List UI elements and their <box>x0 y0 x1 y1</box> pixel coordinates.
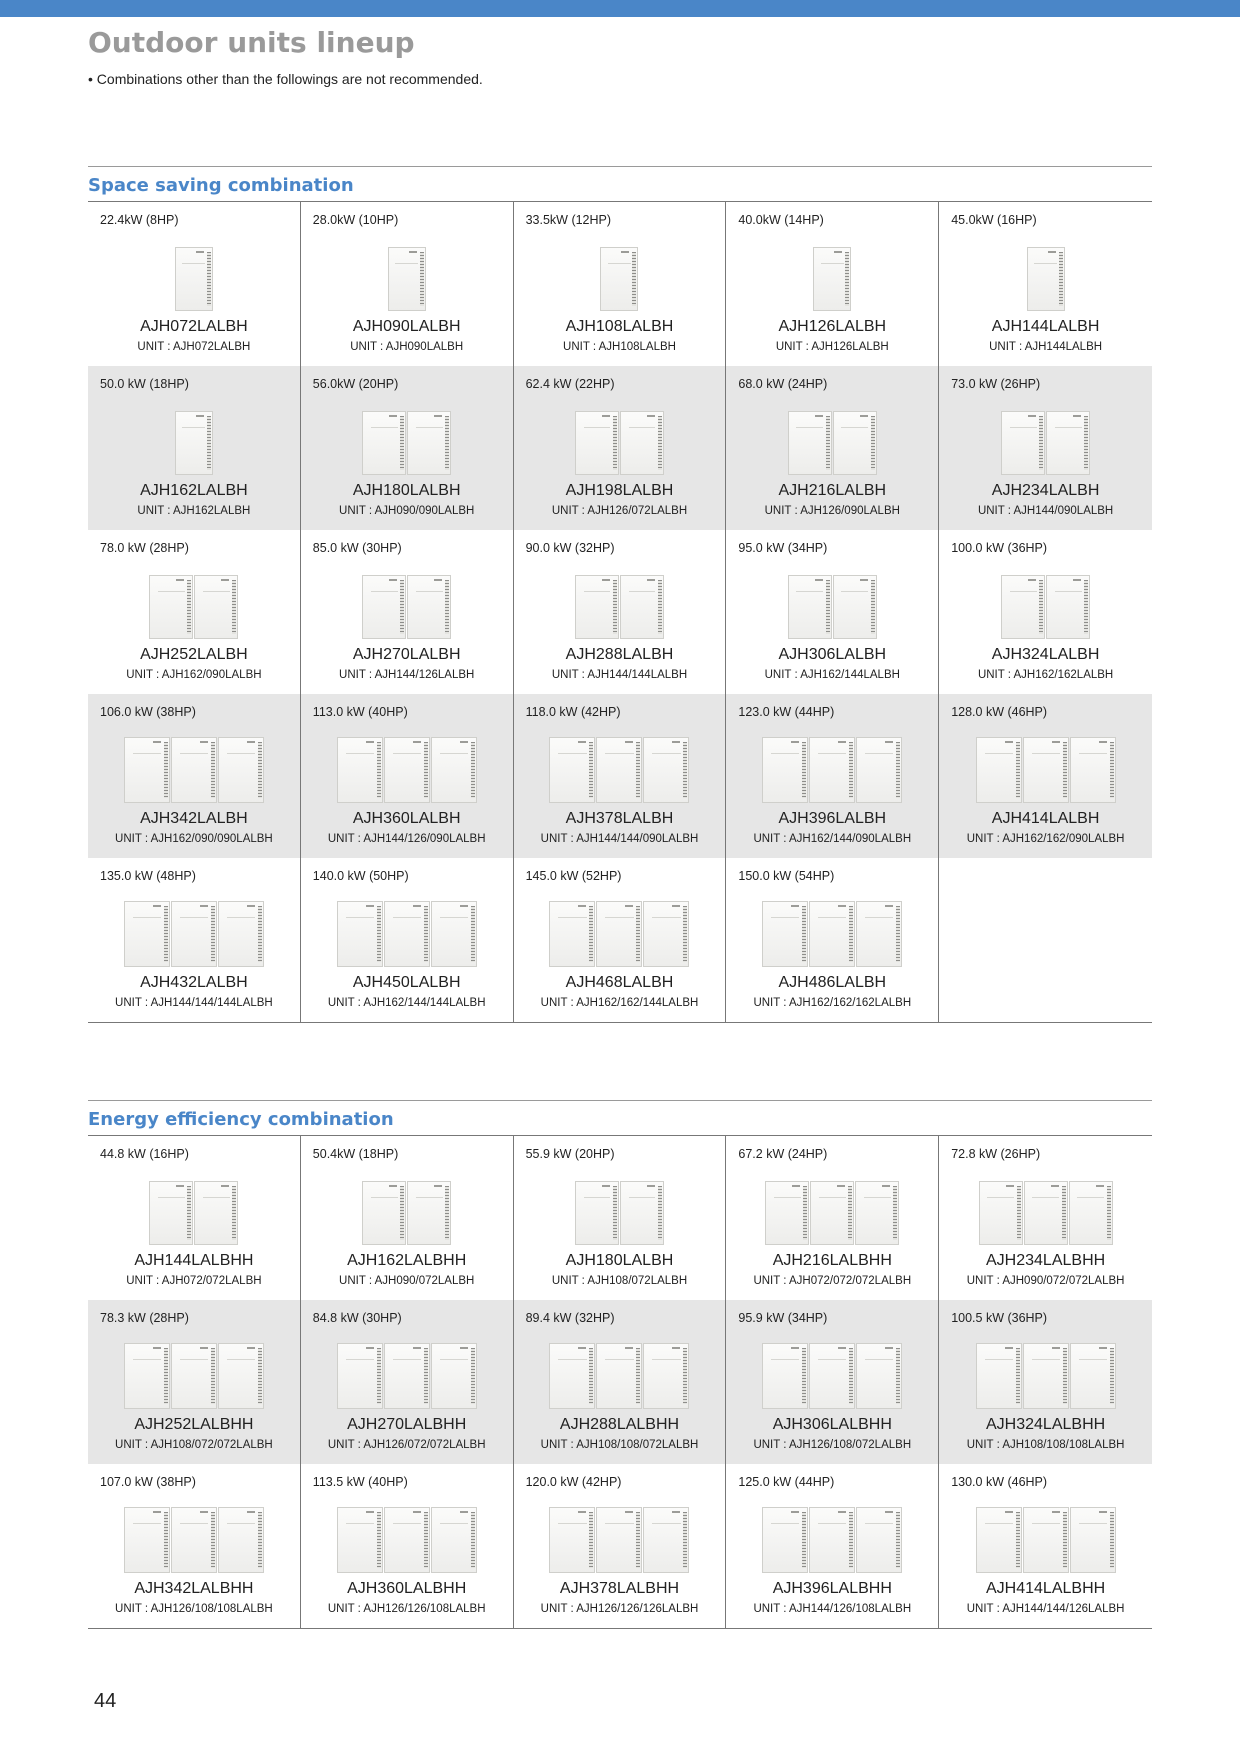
outdoor-unit-module-icon <box>979 1181 1023 1245</box>
unit-cell <box>939 694 1152 858</box>
outdoor-unit-module-icon <box>976 737 1022 803</box>
unit-combination: UNIT : AJH144/126/108LALBH <box>753 1603 912 1615</box>
model-name: AJH270LALBHH <box>347 1416 467 1433</box>
unit-cell <box>88 366 301 530</box>
outdoor-unit-module-icon <box>175 247 213 311</box>
capacity-label: 62.4 kW (22HP) <box>525 377 615 391</box>
model-name: AJH306LALBHH <box>772 1416 892 1433</box>
unit-combination: UNIT : AJH162/090LALBH <box>126 669 262 681</box>
outdoor-unit-module-icon <box>856 901 902 967</box>
capacity-label: 135.0 kW (48HP) <box>100 869 196 883</box>
outdoor-unit-module-icon <box>620 1181 664 1245</box>
outdoor-unit-module-icon <box>596 737 642 803</box>
outdoor-unit-module-icon <box>855 1181 899 1245</box>
outdoor-unit-module-icon <box>596 1343 642 1409</box>
outdoor-unit-module-icon <box>337 1343 383 1409</box>
outdoor-unit-module-icon <box>337 901 383 967</box>
outdoor-unit-image <box>726 245 938 311</box>
outdoor-unit-module-icon <box>171 1343 217 1409</box>
outdoor-unit-module-icon <box>596 901 642 967</box>
unit-cell <box>88 202 301 366</box>
outdoor-unit-image <box>301 245 513 311</box>
outdoor-unit-module-icon <box>575 411 619 475</box>
outdoor-unit-module-icon <box>194 1181 238 1245</box>
outdoor-unit-module-icon <box>788 575 832 639</box>
unit-combination: UNIT : AJH144LALBH <box>989 341 1103 353</box>
outdoor-unit-module-icon <box>431 737 477 803</box>
capacity-label: 55.9 kW (20HP) <box>525 1147 615 1161</box>
outdoor-unit-module-icon <box>976 1343 1022 1409</box>
unit-cell <box>514 694 727 858</box>
capacity-label: 100.0 kW (36HP) <box>951 541 1048 555</box>
unit-cell <box>301 366 514 530</box>
unit-combination: UNIT : AJH090LALBH <box>350 341 464 353</box>
outdoor-unit-module-icon <box>809 737 855 803</box>
outdoor-unit-module-icon <box>337 737 383 803</box>
outdoor-unit-module-icon <box>1001 575 1045 639</box>
outdoor-unit-module-icon <box>643 1507 689 1573</box>
unit-combination: UNIT : AJH108/108/108LALBH <box>966 1439 1125 1451</box>
section-title: Space saving combination <box>88 175 354 196</box>
model-name: AJH216LALBH <box>778 482 887 499</box>
outdoor-unit-module-icon <box>856 1343 902 1409</box>
outdoor-unit-module-icon <box>362 411 406 475</box>
energy-efficiency-section <box>88 1100 1152 1629</box>
outdoor-unit-image <box>939 737 1152 803</box>
capacity-label: 78.0 kW (28HP) <box>100 541 189 555</box>
outdoor-unit-module-icon <box>124 1507 170 1573</box>
capacity-label: 89.4 kW (32HP) <box>525 1311 615 1325</box>
capacity-label: 78.3 kW (28HP) <box>100 1311 189 1325</box>
outdoor-unit-image <box>301 409 513 475</box>
outdoor-unit-module-icon <box>643 901 689 967</box>
outdoor-unit-module-icon <box>194 575 238 639</box>
page-number: 44 <box>94 1690 117 1712</box>
outdoor-unit-module-icon <box>976 1507 1022 1573</box>
capacity-label: 95.0 kW (34HP) <box>738 541 828 555</box>
capacity-label: 150.0 kW (54HP) <box>738 869 835 883</box>
model-name: AJH432LALBH <box>140 974 248 991</box>
model-name: AJH162LALBH <box>140 482 248 499</box>
outdoor-unit-image <box>514 1507 726 1573</box>
capacity-label: 106.0 kW (38HP) <box>100 705 196 719</box>
outdoor-unit-module-icon <box>362 575 406 639</box>
unit-cell <box>514 858 727 1022</box>
outdoor-unit-module-icon <box>171 901 217 967</box>
recommendation-note: • Combinations other than the followings are not recommended. <box>88 71 483 87</box>
model-name: AJH162LALBHH <box>347 1252 467 1269</box>
model-name: AJH288LALBH <box>565 646 674 663</box>
outdoor-unit-module-icon <box>1023 1343 1069 1409</box>
capacity-label: 44.8 kW (16HP) <box>100 1147 189 1161</box>
outdoor-unit-module-icon <box>1070 737 1116 803</box>
unit-cell <box>514 1136 727 1300</box>
capacity-label: 118.0 kW (42HP) <box>525 705 621 719</box>
outdoor-unit-module-icon <box>175 411 213 475</box>
outdoor-unit-module-icon <box>1001 411 1045 475</box>
model-name: AJH360LALBHH <box>347 1580 467 1597</box>
unit-combination: UNIT : AJH108/108/072LALBH <box>540 1439 699 1451</box>
outdoor-unit-module-icon <box>765 1181 809 1245</box>
capacity-label: 130.0 kW (46HP) <box>951 1475 1048 1489</box>
model-name: AJH180LALBH <box>352 482 461 499</box>
outdoor-unit-module-icon <box>762 1507 808 1573</box>
outdoor-unit-module-icon <box>813 247 851 311</box>
unit-cell <box>939 366 1152 530</box>
model-name: AJH108LALBH <box>565 318 674 335</box>
model-name: AJH450LALBH <box>352 974 461 991</box>
outdoor-unit-image <box>514 901 726 967</box>
unit-cell <box>514 202 727 366</box>
unit-cell <box>939 1464 1152 1628</box>
capacity-label: 107.0 kW (38HP) <box>100 1475 196 1489</box>
outdoor-unit-module-icon <box>407 411 451 475</box>
capacity-label: 40.0kW (14HP) <box>738 213 824 227</box>
unit-cell <box>301 1300 514 1464</box>
outdoor-unit-module-icon <box>384 901 430 967</box>
outdoor-unit-module-icon <box>171 1507 217 1573</box>
model-name: AJH180LALBH <box>565 1252 674 1269</box>
model-name: AJH414LALBH <box>991 810 1100 827</box>
outdoor-unit-module-icon <box>1024 1181 1068 1245</box>
outdoor-unit-module-icon <box>833 575 877 639</box>
unit-combination: UNIT : AJH126/108/072LALBH <box>753 1439 912 1451</box>
outdoor-unit-module-icon <box>1070 1507 1116 1573</box>
model-name: AJH288LALBHH <box>559 1416 680 1433</box>
unit-combination: UNIT : AJH162/162/090LALBH <box>966 833 1125 845</box>
unit-combination: UNIT : AJH072/072/072LALBH <box>753 1275 912 1287</box>
model-name: AJH468LALBH <box>565 974 674 991</box>
unit-combination: UNIT : AJH162/144LALBH <box>764 669 900 681</box>
outdoor-unit-module-icon <box>407 1181 451 1245</box>
outdoor-unit-image <box>301 1507 513 1573</box>
model-name: AJH090LALBH <box>352 318 461 335</box>
capacity-label: 50.4kW (18HP) <box>312 1147 399 1161</box>
unit-combination: UNIT : AJH162/144/144LALBH <box>327 997 486 1009</box>
unit-cell <box>726 694 939 858</box>
unit-cell <box>939 1136 1152 1300</box>
outdoor-unit-module-icon <box>856 1507 902 1573</box>
unit-cell <box>726 858 939 1022</box>
unit-combination: UNIT : AJH090/072/072LALBH <box>966 1275 1125 1287</box>
unit-combination: UNIT : AJH144/144/090LALBH <box>540 833 699 845</box>
unit-combination: UNIT : AJH090/072LALBH <box>339 1275 475 1287</box>
outdoor-unit-image <box>939 409 1152 475</box>
model-name: AJH306LALBH <box>778 646 887 663</box>
unit-cell <box>88 530 301 694</box>
model-name: AJH252LALBHH <box>134 1416 254 1433</box>
outdoor-unit-module-icon <box>600 247 638 311</box>
model-name: AJH270LALBH <box>352 646 461 663</box>
model-name: AJH486LALBH <box>778 974 887 991</box>
outdoor-unit-image <box>301 1343 513 1409</box>
outdoor-unit-module-icon <box>1070 1343 1116 1409</box>
unit-cell <box>514 366 727 530</box>
outdoor-unit-image <box>726 901 938 967</box>
outdoor-unit-image <box>514 1343 726 1409</box>
capacity-label: 45.0kW (16HP) <box>951 213 1037 227</box>
model-name: AJH144LALBH <box>991 318 1100 335</box>
capacity-label: 22.4kW (8HP) <box>100 213 179 227</box>
outdoor-unit-module-icon <box>1023 737 1069 803</box>
outdoor-unit-module-icon <box>788 411 832 475</box>
outdoor-unit-module-icon <box>549 1507 595 1573</box>
model-name: AJH360LALBH <box>352 810 461 827</box>
unit-cell <box>726 530 939 694</box>
unit-combination: UNIT : AJH126/126/126LALBH <box>540 1603 699 1615</box>
capacity-label: 145.0 kW (52HP) <box>525 869 622 883</box>
unit-cell <box>514 1300 727 1464</box>
model-name: AJH324LALBH <box>991 646 1100 663</box>
unit-cell <box>726 1136 939 1300</box>
outdoor-unit-module-icon <box>124 737 170 803</box>
capacity-label: 50.0 kW (18HP) <box>100 377 189 391</box>
outdoor-unit-module-icon <box>218 901 264 967</box>
outdoor-unit-module-icon <box>124 1343 170 1409</box>
outdoor-unit-module-icon <box>549 901 595 967</box>
unit-combination: UNIT : AJH162/162/162LALBH <box>753 997 912 1009</box>
outdoor-unit-module-icon <box>549 737 595 803</box>
capacity-label: 28.0kW (10HP) <box>312 213 399 227</box>
unit-combination: UNIT : AJH144/126/090LALBH <box>327 833 486 845</box>
outdoor-unit-module-icon <box>762 737 808 803</box>
capacity-label: 67.2 kW (24HP) <box>738 1147 828 1161</box>
capacity-label: 84.8 kW (30HP) <box>312 1311 402 1325</box>
outdoor-unit-module-icon <box>575 1181 619 1245</box>
capacity-label: 72.8 kW (26HP) <box>951 1147 1041 1161</box>
capacity-label: 73.0 kW (26HP) <box>951 377 1041 391</box>
outdoor-unit-image <box>726 573 938 639</box>
unit-cell <box>301 530 514 694</box>
capacity-label: 85.0 kW (30HP) <box>312 541 402 555</box>
outdoor-unit-module-icon <box>362 1181 406 1245</box>
unit-cell <box>301 202 514 366</box>
unit-combination: UNIT : AJH162LALBH <box>137 505 251 517</box>
model-name: AJH234LALBH <box>991 482 1100 499</box>
outdoor-unit-module-icon <box>388 247 426 311</box>
outdoor-unit-image <box>939 245 1152 311</box>
outdoor-unit-image <box>88 573 300 639</box>
outdoor-unit-module-icon <box>337 1507 383 1573</box>
outdoor-unit-module-icon <box>218 1343 264 1409</box>
outdoor-unit-image <box>726 1507 938 1573</box>
capacity-label: 95.9 kW (34HP) <box>738 1311 828 1325</box>
outdoor-unit-image <box>726 409 938 475</box>
unit-combination: UNIT : AJH126/108/108LALBH <box>115 1603 273 1615</box>
outdoor-unit-module-icon <box>218 737 264 803</box>
outdoor-unit-module-icon <box>407 575 451 639</box>
outdoor-unit-module-icon <box>549 1343 595 1409</box>
unit-combination: UNIT : AJH108/072/072LALBH <box>115 1439 273 1451</box>
outdoor-unit-module-icon <box>643 737 689 803</box>
top-accent-bar <box>0 0 1240 17</box>
model-name: AJH198LALBH <box>565 482 674 499</box>
outdoor-unit-module-icon <box>810 1181 854 1245</box>
model-name: AJH342LALBH <box>140 810 248 827</box>
outdoor-unit-module-icon <box>1027 247 1065 311</box>
page-title: Outdoor units lineup <box>88 26 415 59</box>
outdoor-unit-module-icon <box>856 737 902 803</box>
outdoor-unit-image <box>88 737 300 803</box>
unit-cell <box>88 858 301 1022</box>
outdoor-unit-module-icon <box>124 901 170 967</box>
outdoor-unit-module-icon <box>149 575 193 639</box>
outdoor-unit-module-icon <box>1046 411 1090 475</box>
capacity-label: 113.0 kW (40HP) <box>312 705 408 719</box>
unit-cell <box>939 1300 1152 1464</box>
unit-cell <box>514 1464 727 1628</box>
capacity-label: 90.0 kW (32HP) <box>525 541 615 555</box>
unit-cell <box>301 1136 514 1300</box>
unit-combination: UNIT : AJH144/144/126LALBH <box>966 1603 1125 1615</box>
model-name: AJH414LALBHH <box>986 1580 1106 1597</box>
space-saving-section <box>88 166 1152 1023</box>
unit-combination: UNIT : AJH126/072/072LALBH <box>327 1439 486 1451</box>
unit-cell <box>301 694 514 858</box>
outdoor-unit-module-icon <box>1046 575 1090 639</box>
outdoor-unit-module-icon <box>384 1343 430 1409</box>
unit-combination: UNIT : AJH162/162LALBH <box>977 669 1114 681</box>
capacity-label: 33.5kW (12HP) <box>525 213 612 227</box>
outdoor-unit-module-icon <box>833 411 877 475</box>
unit-combination: UNIT : AJH126LALBH <box>775 341 889 353</box>
model-name: AJH324LALBHH <box>986 1416 1106 1433</box>
capacity-label: 123.0 kW (44HP) <box>738 705 835 719</box>
unit-cell <box>726 366 939 530</box>
outdoor-unit-image <box>939 1179 1152 1245</box>
model-name: AJH072LALBH <box>140 318 248 335</box>
model-name: AJH396LALBHH <box>772 1580 892 1597</box>
model-name: AJH144LALBHH <box>134 1252 254 1269</box>
model-name: AJH378LALBHH <box>559 1580 680 1597</box>
unit-cell <box>726 1464 939 1628</box>
space-saving-grid <box>88 201 1152 1023</box>
capacity-label: 128.0 kW (46HP) <box>951 705 1048 719</box>
outdoor-unit-image <box>514 245 726 311</box>
unit-combination: UNIT : AJH126/072LALBH <box>551 505 688 517</box>
outdoor-unit-module-icon <box>171 737 217 803</box>
unit-cell <box>88 1464 301 1628</box>
unit-cell <box>88 1300 301 1464</box>
outdoor-unit-module-icon <box>431 901 477 967</box>
outdoor-unit-module-icon <box>620 575 664 639</box>
unit-combination: UNIT : AJH162/090/090LALBH <box>115 833 273 845</box>
unit-cell <box>88 1136 301 1300</box>
outdoor-unit-image <box>88 245 300 311</box>
outdoor-unit-module-icon <box>596 1507 642 1573</box>
unit-combination: UNIT : AJH072LALBH <box>137 341 251 353</box>
outdoor-unit-image <box>939 1343 1152 1409</box>
unit-cell <box>301 1464 514 1628</box>
capacity-label: 100.5 kW (36HP) <box>951 1311 1048 1325</box>
outdoor-unit-image <box>88 409 300 475</box>
unit-combination: UNIT : AJH144/144/144LALBH <box>115 997 273 1009</box>
outdoor-unit-image <box>301 737 513 803</box>
outdoor-unit-image <box>88 901 300 967</box>
unit-combination: UNIT : AJH126/126/108LALBH <box>327 1603 486 1615</box>
outdoor-unit-image <box>514 573 726 639</box>
capacity-label: 140.0 kW (50HP) <box>312 869 409 883</box>
outdoor-unit-module-icon <box>218 1507 264 1573</box>
outdoor-unit-image <box>726 1343 938 1409</box>
model-name: AJH234LALBHH <box>986 1252 1106 1269</box>
outdoor-unit-image <box>939 1507 1152 1573</box>
outdoor-unit-image <box>88 1179 300 1245</box>
outdoor-unit-image <box>301 1179 513 1245</box>
model-name: AJH378LALBH <box>565 810 674 827</box>
model-name: AJH396LALBH <box>778 810 887 827</box>
capacity-label: 120.0 kW (42HP) <box>525 1475 622 1489</box>
outdoor-unit-module-icon <box>762 1343 808 1409</box>
outdoor-unit-image <box>939 573 1152 639</box>
model-name: AJH252LALBH <box>140 646 248 663</box>
unit-combination: UNIT : AJH090/090LALBH <box>339 505 475 517</box>
outdoor-unit-module-icon <box>643 1343 689 1409</box>
outdoor-unit-module-icon <box>431 1507 477 1573</box>
unit-cell <box>301 858 514 1022</box>
model-name: AJH216LALBHH <box>772 1252 892 1269</box>
outdoor-unit-module-icon <box>384 1507 430 1573</box>
model-name: AJH126LALBH <box>778 318 887 335</box>
outdoor-unit-module-icon <box>620 411 664 475</box>
outdoor-unit-image <box>514 1179 726 1245</box>
capacity-label: 56.0kW (20HP) <box>312 377 399 391</box>
unit-cell <box>726 202 939 366</box>
unit-combination: UNIT : AJH108/072LALBH <box>551 1275 688 1287</box>
outdoor-unit-image <box>514 409 726 475</box>
unit-cell <box>939 530 1152 694</box>
unit-combination: UNIT : AJH126/090LALBH <box>764 505 900 517</box>
outdoor-unit-image <box>301 901 513 967</box>
outdoor-unit-module-icon <box>809 901 855 967</box>
empty-cell <box>939 858 1152 1022</box>
outdoor-unit-module-icon <box>809 1343 855 1409</box>
outdoor-unit-module-icon <box>575 575 619 639</box>
outdoor-unit-image <box>88 1507 300 1573</box>
unit-combination: UNIT : AJH144/126LALBH <box>339 669 475 681</box>
unit-combination: UNIT : AJH072/072LALBH <box>126 1275 262 1287</box>
outdoor-unit-image <box>726 1179 938 1245</box>
unit-combination: UNIT : AJH108LALBH <box>563 341 676 353</box>
unit-cell <box>939 202 1152 366</box>
unit-combination: UNIT : AJH144/144LALBH <box>551 669 688 681</box>
outdoor-unit-module-icon <box>1023 1507 1069 1573</box>
outdoor-unit-module-icon <box>809 1507 855 1573</box>
unit-combination: UNIT : AJH144/090LALBH <box>977 505 1114 517</box>
capacity-label: 68.0 kW (24HP) <box>738 377 828 391</box>
unit-combination: UNIT : AJH162/162/144LALBH <box>540 997 699 1009</box>
capacity-label: 113.5 kW (40HP) <box>312 1475 408 1489</box>
outdoor-unit-module-icon <box>431 1343 477 1409</box>
outdoor-unit-image <box>514 737 726 803</box>
unit-cell <box>726 1300 939 1464</box>
outdoor-unit-image <box>88 1343 300 1409</box>
outdoor-unit-module-icon <box>149 1181 193 1245</box>
outdoor-unit-module-icon <box>384 737 430 803</box>
outdoor-unit-image <box>301 573 513 639</box>
outdoor-unit-image <box>726 737 938 803</box>
capacity-label: 125.0 kW (44HP) <box>738 1475 835 1489</box>
outdoor-unit-module-icon <box>762 901 808 967</box>
unit-cell <box>514 530 727 694</box>
energy-efficiency-grid <box>88 1135 1152 1629</box>
unit-cell <box>88 694 301 858</box>
section-title: Energy efficiency combination <box>88 1109 394 1130</box>
outdoor-unit-module-icon <box>1069 1181 1113 1245</box>
model-name: AJH342LALBHH <box>134 1580 254 1597</box>
unit-combination: UNIT : AJH162/144/090LALBH <box>753 833 912 845</box>
